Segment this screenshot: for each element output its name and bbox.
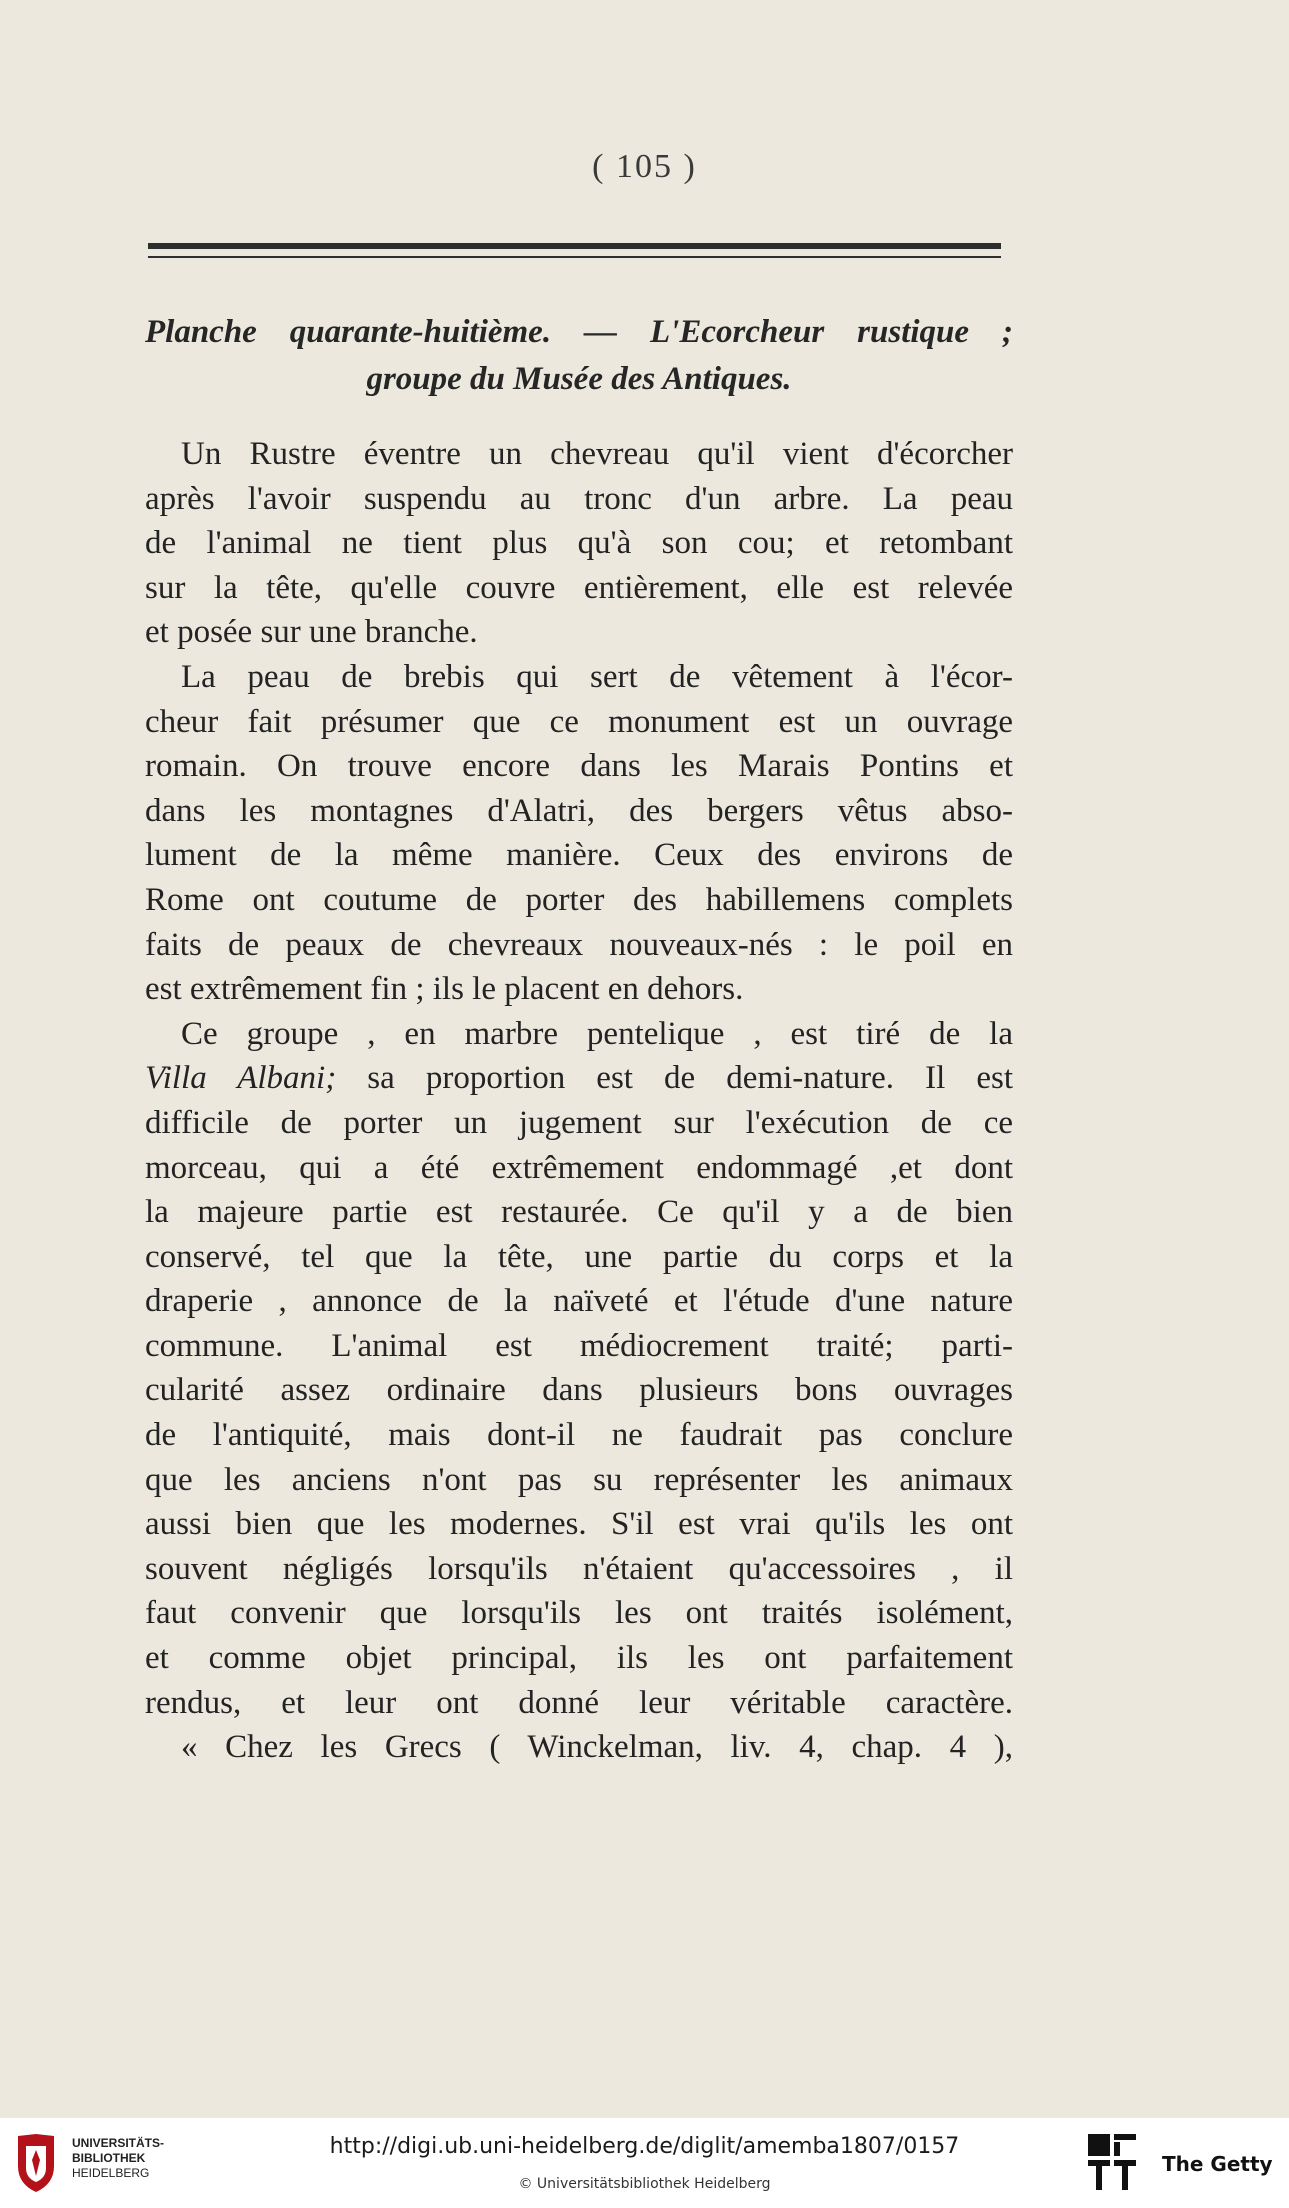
uni-name-line-1: UNIVERSITÄTS- bbox=[72, 2136, 165, 2150]
paragraph-3 bbox=[145, 1012, 1013, 1726]
permalink-url[interactable]: http://digi.ub.uni-heidelberg.de/diglit/amemba1807/0157 bbox=[329, 2134, 960, 2159]
text-line: lument de la même manière. Ceux des environs de bbox=[145, 837, 1013, 874]
text-line: difficile de porter un jugement sur l'exécution de ce bbox=[145, 1104, 1013, 1141]
uni-name-line-3: HEIDELBERG bbox=[72, 2166, 150, 2180]
text-line: rendus, et leur ont donné leur véritable caractère. bbox=[145, 1684, 1013, 1721]
text-line: Rome ont coutume de porter des habillemens complets bbox=[145, 881, 1013, 918]
text-line: romain. On trouve encore dans les Marais Pontins et bbox=[145, 748, 1013, 785]
text-line: que les anciens n'ont pas su représenter les animaux bbox=[145, 1461, 1013, 1498]
text-line: dans les montagnes d'Alatri, des bergers vêtus abso- bbox=[145, 792, 1013, 829]
text-line: Ce groupe , en marbre pentelique , est tiré de la bbox=[181, 1015, 1013, 1052]
footer-bar bbox=[0, 2118, 1289, 2208]
text-line: et posée sur une branche. bbox=[145, 614, 478, 651]
body-text bbox=[145, 432, 1013, 1770]
heading-line-2: groupe du Musée des Antiques. bbox=[366, 361, 792, 397]
text-line: est extrêmement fin ; ils le placent en dehors. bbox=[145, 971, 744, 1008]
text-line: sur la tête, qu'elle couvre entièrement, elle est relevée bbox=[145, 569, 1013, 606]
header-rule-thick bbox=[148, 243, 1001, 249]
text-line: La peau de brebis qui sert de vêtement à l'écor- bbox=[181, 658, 1013, 695]
text-line: faits de peaux de chevreaux nouveaux-nés : le poil en bbox=[145, 926, 1013, 963]
getty-logo-icon[interactable] bbox=[1086, 2132, 1138, 2194]
plate-heading bbox=[145, 309, 1013, 403]
text-line: de l'animal ne tient plus qu'à son cou; et retombant bbox=[145, 525, 1013, 562]
text-line: faut convenir que lorsqu'ils les ont traités isolément, bbox=[145, 1595, 1013, 1632]
text-line: la majeure partie est restaurée. Ce qu'il y a de bien bbox=[145, 1194, 1013, 1231]
text-line: souvent négligés lorsqu'ils n'étaient qu'accessoires , il bbox=[145, 1550, 1013, 1587]
text-line-villa-albani bbox=[145, 1056, 1013, 1101]
text-line: et comme objet principal, ils les ont parfaitement bbox=[145, 1640, 1013, 1677]
header-rule-thin bbox=[148, 256, 1001, 258]
getty-name[interactable]: The Getty bbox=[1162, 2152, 1273, 2176]
copyright-notice: © Universitätsbibliothek Heidelberg bbox=[518, 2176, 771, 2192]
text-line: conservé, tel que la tête, une partie du corps et la bbox=[145, 1238, 1013, 1275]
heading-line-1: Planche quarante-huitième. — L'Ecorcheur rustique ; bbox=[145, 314, 1013, 350]
text-line: après l'avoir suspendu au tronc d'un arbre. La peau bbox=[145, 480, 1013, 517]
text-line: de l'antiquité, mais dont-il ne faudrait pas conclure bbox=[145, 1417, 1013, 1454]
paragraph-1 bbox=[145, 432, 1013, 655]
villa-albani-italic: Villa Albani; bbox=[145, 1060, 337, 1097]
text-line: « Chez les Grecs ( Winckelman, liv. 4, chap. 4 ), bbox=[181, 1729, 1013, 1766]
text-line: morceau, qui a été extrêmement endommagé ,et dont bbox=[145, 1149, 1013, 1186]
paragraph-2 bbox=[145, 655, 1013, 1012]
paragraph-4 bbox=[145, 1725, 1013, 1770]
text-line: cheur fait présumer que ce monument est un ouvrage bbox=[145, 703, 1013, 740]
text-line: commune. L'animal est médiocrement traité; parti- bbox=[145, 1327, 1013, 1364]
text-fragment: sa proportion est de demi-nature. Il est bbox=[336, 1060, 1013, 1097]
text-line: Un Rustre éventre un chevreau qu'il vient d'écorcher bbox=[181, 436, 1013, 472]
uni-name-line-2: BIBLIOTHEK bbox=[72, 2151, 146, 2165]
page-number: ( 105 ) bbox=[592, 148, 697, 185]
text-line: cularité assez ordinaire dans plusieurs bons ouvrages bbox=[145, 1372, 1013, 1409]
text-line: draperie , annonce de la naïveté et l'étude d'une nature bbox=[145, 1283, 1013, 1320]
text-line: aussi bien que les modernes. S'il est vrai qu'ils les ont bbox=[145, 1506, 1013, 1543]
